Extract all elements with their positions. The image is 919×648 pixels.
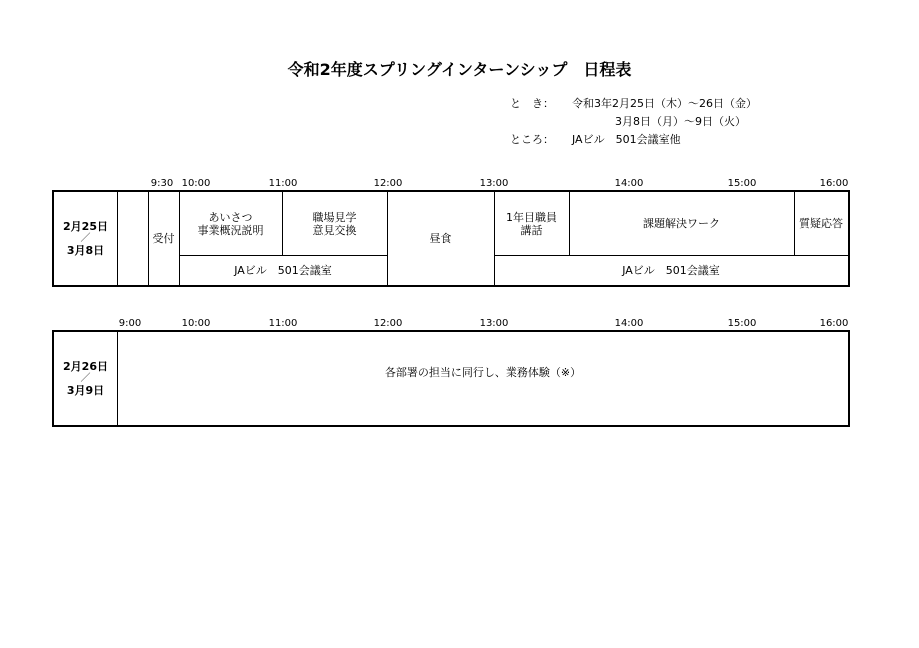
greeting-label: あいさつ (208, 210, 253, 224)
discussion-label: 意見交換 (312, 223, 357, 237)
time-label: 14:00 (614, 318, 644, 329)
day1-schedule-table (52, 190, 850, 287)
greeting-cell (179, 192, 282, 255)
talk-label: 講話 (520, 223, 543, 237)
date-label: と き： (510, 97, 554, 110)
time-label: 11:00 (268, 318, 298, 329)
lunch-cell (387, 192, 494, 285)
workshop-cell (569, 192, 794, 255)
tour-label: 職場見学 (312, 210, 357, 224)
time-label: 12:00 (373, 318, 403, 329)
lunch-label: 昼食 (429, 232, 452, 245)
activity-label: 各部署の担当に同行し、業務体験（※） (384, 365, 582, 379)
place-label: ところ： (510, 133, 554, 146)
lecture-label: 1年目職員 (506, 210, 557, 224)
date-first: 2月25日 (63, 219, 108, 233)
time-label: 13:00 (479, 178, 509, 189)
time-label: 16:00 (819, 318, 849, 329)
workshop-label: 課題解決ワーク (643, 217, 720, 230)
qa-cell (794, 192, 848, 255)
room-morning-cell (179, 255, 387, 285)
date-value-line1: 令和3年2月25日（木）～26日（金） (572, 97, 757, 110)
time-label: 9:00 (118, 318, 142, 329)
time-label: 13:00 (479, 318, 509, 329)
room-afternoon-cell (494, 255, 848, 285)
date-value-line2: 3月8日（月）～9日（火） (615, 115, 746, 128)
reception-label: 受付 (152, 232, 175, 245)
qa-label: 質疑応答 (799, 217, 843, 230)
room-label: JAビル 501会議室 (234, 263, 332, 277)
page-title: 令和2年度スプリングインターンシップ 日程表 (287, 60, 632, 79)
reception-cell (148, 192, 179, 285)
time-label: 9:30 (150, 178, 174, 189)
time-label: 16:00 (819, 178, 849, 189)
day1-date (54, 192, 117, 285)
date-first: 2月26日 (63, 359, 108, 373)
date-second: 3月8日 (66, 243, 105, 257)
time-label: 15:00 (727, 318, 757, 329)
job-shadowing-cell (118, 332, 848, 412)
date-second: 3月9日 (66, 383, 105, 397)
time-label: 15:00 (727, 178, 757, 189)
time-label: 11:00 (268, 178, 298, 189)
time-label: 10:00 (181, 318, 211, 329)
room-label: JAビル 501会議室 (622, 263, 720, 277)
staff-lecture-cell (494, 192, 569, 255)
place-value: JAビル 501会議室他 (572, 133, 681, 146)
day2-schedule-table (52, 330, 850, 427)
time-label: 14:00 (614, 178, 644, 189)
date-separator: ／ (80, 232, 91, 244)
workplace-tour-cell (282, 192, 387, 255)
date-separator: ／ (80, 372, 91, 384)
time-label: 12:00 (373, 178, 403, 189)
day2-date (54, 332, 117, 425)
overview-label: 事業概況説明 (197, 223, 264, 237)
time-label: 10:00 (181, 178, 211, 189)
